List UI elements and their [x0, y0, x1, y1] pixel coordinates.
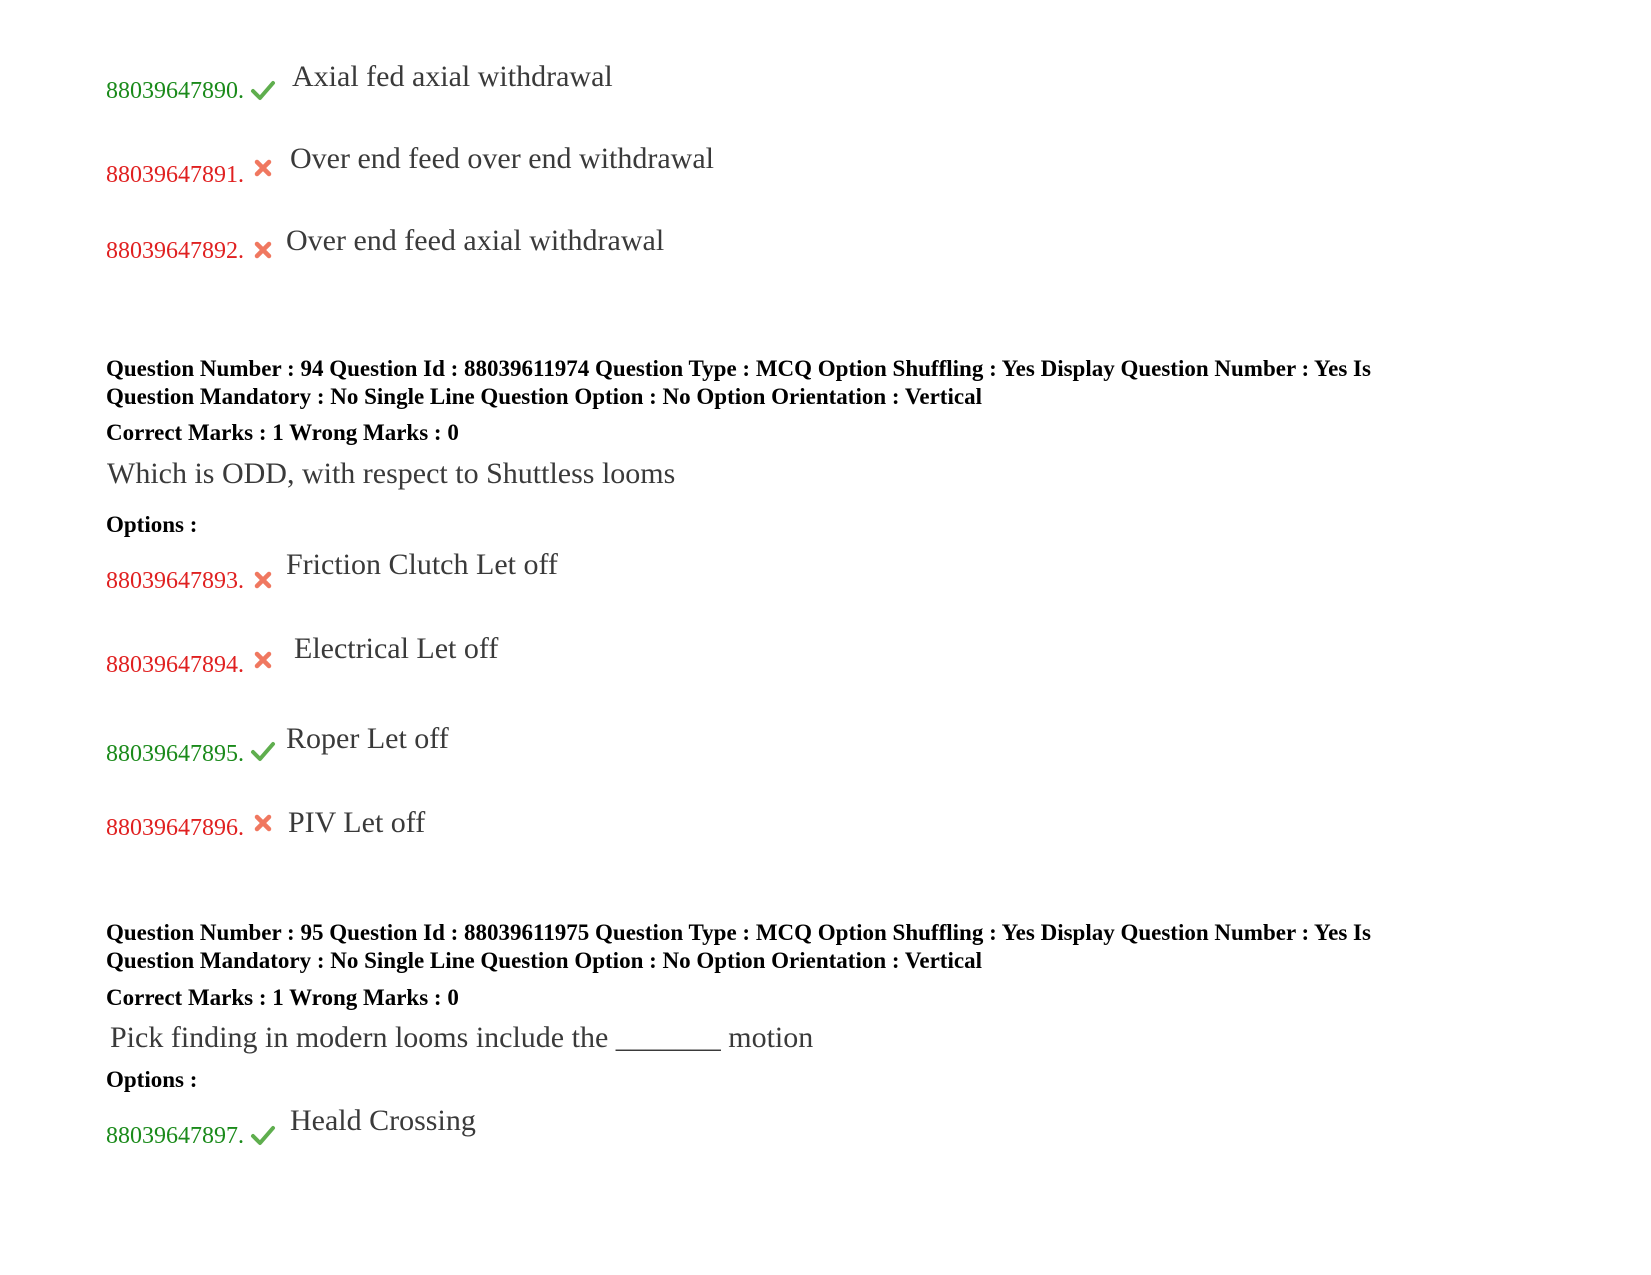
question-meta: [106, 919, 1546, 975]
cross-icon: [250, 567, 276, 593]
option-row: [106, 740, 276, 768]
cross-icon: [250, 647, 276, 673]
options-label: Options :: [106, 1067, 198, 1092]
option-row: [106, 567, 276, 595]
option-row: [106, 237, 276, 265]
option-id: 88039647893.: [106, 568, 244, 594]
option-id: 88039647891.: [106, 162, 244, 188]
check-icon: [250, 738, 276, 764]
option-text: Axial fed axial withdrawal: [292, 60, 613, 93]
option-text: Over end feed over end withdrawal: [290, 142, 714, 175]
option-id: 88039647890.: [106, 78, 244, 104]
question-meta-line: Question Mandatory : No Single Line Question Option : No Option Orientation : Vertical: [106, 384, 982, 409]
option-text: Over end feed axial withdrawal: [286, 224, 665, 257]
option-text: Electrical Let off: [294, 632, 499, 665]
option-text: PIV Let off: [288, 806, 426, 839]
question-meta: [106, 355, 1546, 411]
question-meta-line: Question Number : 94 Question Id : 88039611974 Question Type : MCQ Option Shuffling : Yes Display Question Number : Yes Is: [106, 356, 1371, 381]
check-icon: [250, 1122, 276, 1148]
option-text: Friction Clutch Let off: [286, 548, 558, 581]
option-id: 88039647894.: [106, 652, 244, 678]
cross-icon: [250, 810, 276, 836]
marks-info: Correct Marks : 1 Wrong Marks : 0: [106, 985, 459, 1010]
option-id: 88039647897.: [106, 1123, 244, 1149]
option-id: 88039647895.: [106, 741, 244, 767]
option-text: Roper Let off: [286, 722, 449, 755]
cross-icon: [250, 155, 276, 181]
option-row: [106, 1122, 276, 1150]
option-row: [106, 651, 276, 679]
question-meta-line: Question Mandatory : No Single Line Question Option : No Option Orientation : Vertical: [106, 948, 982, 973]
option-row: [106, 814, 276, 842]
question-meta-line: Question Number : 95 Question Id : 88039611975 Question Type : MCQ Option Shuffling : Yes Display Question Number : Yes Is: [106, 920, 1371, 945]
option-id: 88039647892.: [106, 238, 244, 264]
options-label: Options :: [106, 512, 198, 537]
option-row: [106, 161, 276, 189]
check-icon: [250, 77, 276, 103]
question-text: Which is ODD, with respect to Shuttless looms: [107, 457, 676, 490]
cross-icon: [250, 237, 276, 263]
option-id: 88039647896.: [106, 815, 244, 841]
marks-info: Correct Marks : 1 Wrong Marks : 0: [106, 420, 459, 445]
question-text: Pick finding in modern looms include the _______ motion: [110, 1021, 814, 1054]
option-text: Heald Crossing: [290, 1104, 476, 1137]
option-row: [106, 77, 276, 105]
